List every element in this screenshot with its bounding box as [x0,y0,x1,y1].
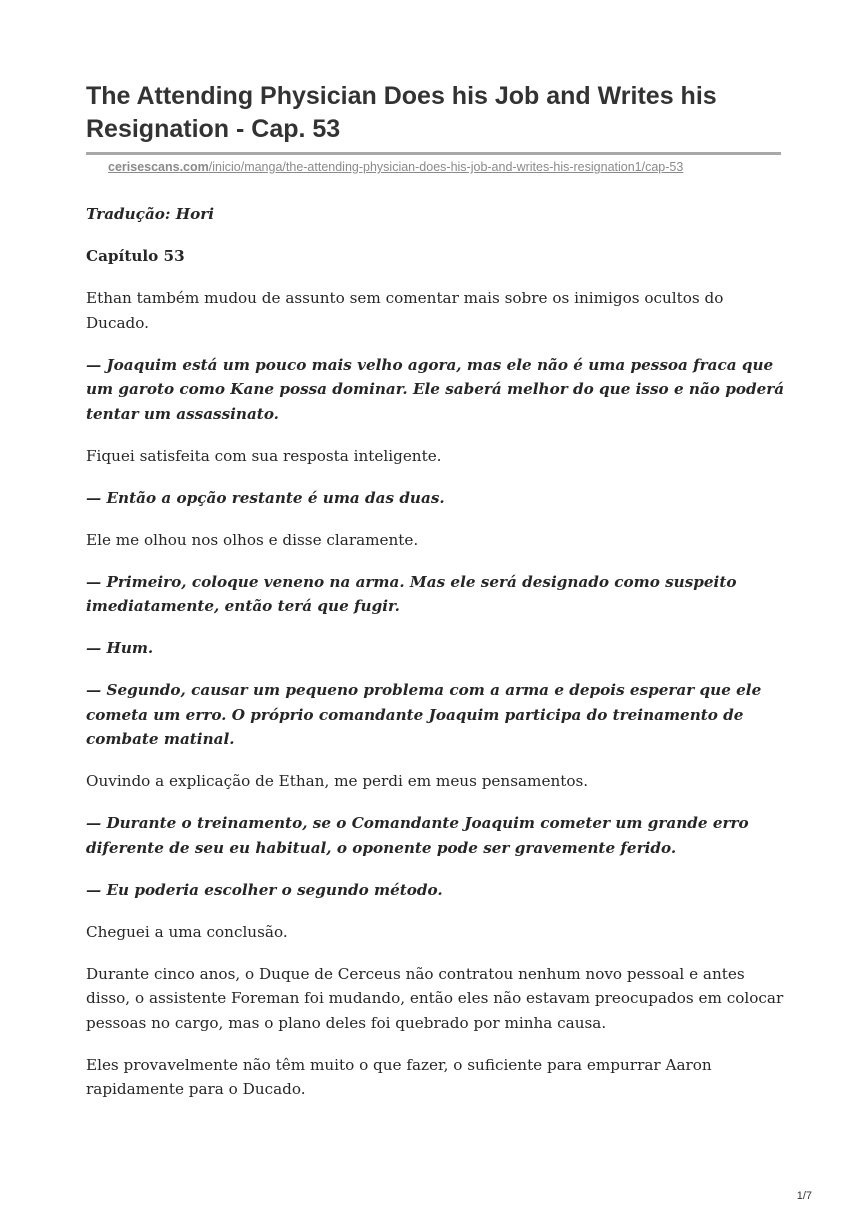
source-link[interactable] [108,160,683,174]
paragraph: Ele me olhou nos olhos e disse claramente. [86,530,419,549]
paragraph: Cheguei a uma conclusão. [86,922,288,941]
translator-credit: Tradução: Hori [86,205,215,223]
page-number: 1/7 [796,1190,812,1202]
page-title: The Attending Physician Does his Job and Writes his Resignation - Cap. 53 [86,82,717,143]
dialogue-paragraph: — Primeiro, coloque veneno na arma. Mas ele será designado como suspeito imediatamente, então terá que fugir. [86,572,737,615]
dialogue-paragraph: — Durante o treinamento, se o Comandante Joaquim cometer um grande erro diferente de seu eu habitual, o oponente pode ser gravemente ferido. [86,814,749,857]
dialogue-paragraph: — Eu poderia escolher o segundo método. [86,880,443,899]
paragraph: Durante cinco anos, o Duque de Cerceus não contratou nenhum novo pessoal e antes disso, o assistente Foreman foi mudando, então eles não estavam preocupados em colocar pessoas no cargo, mas o plano deles foi quebrado por minha causa. [86,964,784,1032]
source-path: /inicio/manga/the-attending-physician-does-his-job-and-writes-his-resignation1/cap-53 [208,160,684,174]
dialogue-paragraph: — Segundo, causar um pequeno problema com a arma e depois esperar que ele cometa um erro. O próprio comandante Joaquim participa do treinamento de combate matinal. [86,681,762,748]
dialogue-paragraph: — Então a opção restante é uma das duas. [86,488,445,507]
source-domain: cerisescans.com [108,160,209,174]
paragraph: Ethan também mudou de assunto sem comentar mais sobre os inimigos ocultos do Ducado. [86,289,724,332]
title-divider [86,152,781,155]
chapter-heading: Capítulo 53 [86,247,185,265]
dialogue-paragraph: — Joaquim está um pouco mais velho agora, mas ele não é uma pessoa fraca que um garoto como Kane possa dominar. Ele saberá melhor do que isso e não poderá tentar um assassinato. [86,355,785,423]
paragraph: Ouvindo a explicação de Ethan, me perdi em meus pensamentos. [86,772,589,790]
paragraph: Fiquei satisfeita com sua resposta inteligente. [86,446,442,465]
dialogue-paragraph: — Hum. [86,639,154,657]
chapter-body [86,202,786,1119]
paragraph: Eles provavelmente não têm muito o que fazer, o suficiente para empurrar Aaron rapidamente para o Ducado. [86,1055,712,1098]
